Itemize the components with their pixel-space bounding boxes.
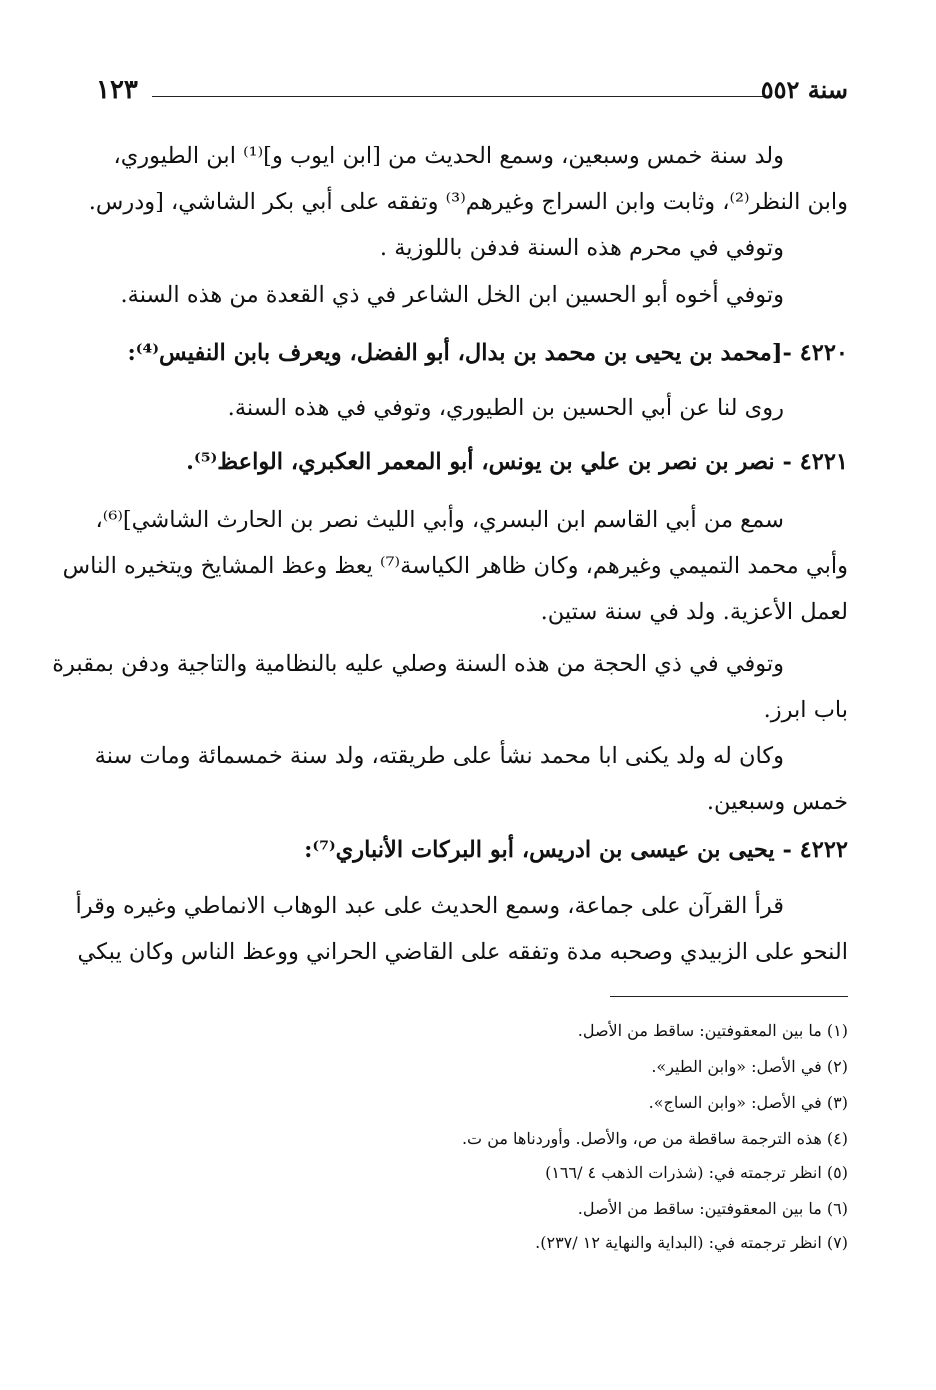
footnote: (٤) هذه الترجمة ساقطة من ص، والأصل. وأوردناها من ت. (461, 1129, 848, 1148)
page-number: ١٢٣ (96, 75, 138, 105)
text-line: وتوفي في محرم هذه السنة فدفن باللوزية . (379, 235, 784, 261)
footnote: (٣) في الأصل: «وابن الساج». (648, 1093, 848, 1112)
text-line: لعمل الأعزية. ولد في سنة ستين. (540, 599, 848, 625)
footnote: (١) ما بين المعقوفتين: ساقط من الأصل. (577, 1021, 848, 1040)
text-line: سمع من أبي القاسم ابن البسري، وأبي الليث نصر بن الحارث الشاشي]⁽⁶⁾، (95, 507, 784, 533)
text-line: وتوفي أخوه أبو الحسين ابن الخل الشاعر في ذي القعدة من هذه السنة. (120, 282, 784, 308)
text-line: النحو على الزبيدي وصحبه مدة وتفقه على القاضي الحراني ووعظ الناس وكان يبكي (77, 939, 848, 965)
text-line: قرأ القرآن على جماعة، وسمع الحديث على عبد الوهاب الانماطي وغيره وقرأ (75, 893, 784, 919)
text-line: خمس وسبعين. (706, 789, 848, 815)
footnote: (٥) انظر ترجمته في: (شذرات الذهب ٤ /١٦٦) (545, 1163, 848, 1182)
footnote: (٧) انظر ترجمته في: (البداية والنهاية ١٢ /٢٣٧). (535, 1233, 848, 1252)
footnote: (٢) في الأصل: «وابن الطير». (651, 1057, 848, 1076)
page-header (96, 74, 848, 106)
text-line: وأبي محمد التميمي وغيرهم، وكان ظاهر الكياسة⁽⁷⁾ يعظ وعظ المشايخ ويتخيره الناس (62, 553, 848, 579)
text-line: وابن النظر⁽²⁾، وثابت وابن السراج وغيرهم⁽³⁾ وتفقه على أبي بكر الشاشي، [ودرس. (88, 189, 848, 215)
footnote: (٦) ما بين المعقوفتين: ساقط من الأصل. (577, 1199, 848, 1218)
text-line: باب ابرز. (763, 697, 848, 723)
running-head: سنة ٥٥٢ (760, 75, 848, 104)
entry-heading-4220: ٤٢٢٠ -[محمد بن يحيى بن محمد بن بدال، أبو الفضل، ويعرف بابن النفيس⁽⁴⁾: (127, 340, 848, 366)
text-line: ولد سنة خمس وسبعين، وسمع الحديث من [ابن ايوب و]⁽¹⁾ ابن الطيوري، (113, 143, 784, 169)
text-line: وتوفي في ذي الحجة من هذه السنة وصلي عليه بالنظامية والتاجية ودفن بمقبرة (52, 651, 784, 677)
entry-heading-4221: ٤٢٢١ - نصر بن نصر بن علي بن يونس، أبو المعمر العكبري، الواعظ⁽⁵⁾. (186, 449, 848, 475)
footnote-rule (610, 996, 848, 997)
text-line: وكان له ولد يكنى ابا محمد نشأ على طريقته، ولد سنة خمسمائة ومات سنة (94, 743, 784, 769)
entry-heading-4222: ٤٢٢٢ - يحيى بن عيسى بن ادريس، أبو البركات الأنباري⁽⁷⁾: (304, 837, 848, 863)
header-rule (152, 96, 770, 97)
text-line: روى لنا عن أبي الحسين بن الطيوري، وتوفي في هذه السنة. (227, 395, 784, 421)
